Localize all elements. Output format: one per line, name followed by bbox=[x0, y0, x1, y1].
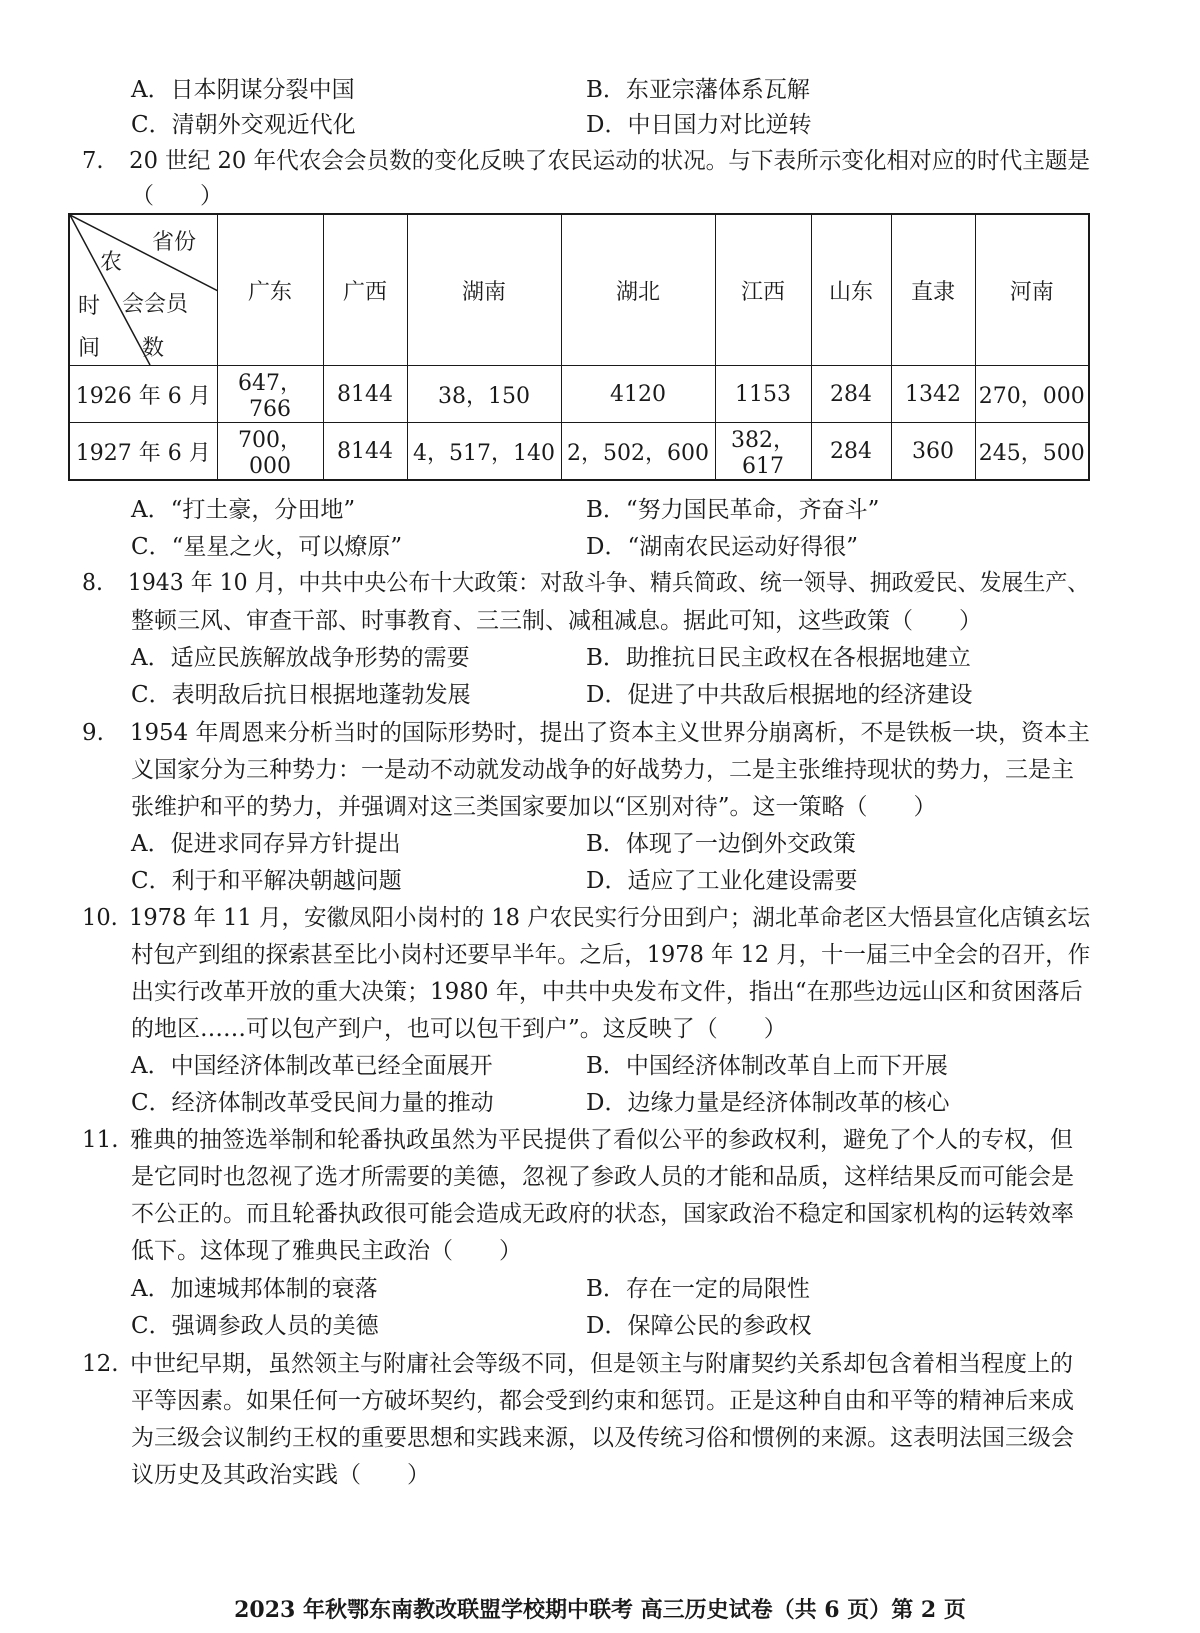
prev-option-a: A．日本阴谋分裂中国 bbox=[131, 77, 355, 103]
q12-number: 12. bbox=[82, 1351, 119, 1377]
q11-number: 11. bbox=[82, 1127, 119, 1153]
q9-stem-line-3: 张维护和平的势力，并强调对这三类国家要加以“区别对待”。这一策略（ ） bbox=[131, 794, 937, 820]
province-header: 直隶 bbox=[891, 214, 975, 366]
corner-label-jian: 间 bbox=[78, 336, 101, 361]
q11-option-c: C．强调参政人员的美德 bbox=[131, 1313, 379, 1339]
q8-number: 8. bbox=[82, 570, 103, 596]
q9-stem-line-2: 义国家分为三种势力：一是动不动就发动战争的好战势力，二是主张维持现状的势力，三是主 bbox=[131, 757, 1074, 783]
time-cell: 1927 年 6 月 bbox=[69, 423, 217, 481]
page-footer: 2023 年秋鄂东南教改联盟学校期中联考 高三历史试卷（共 6 页）第 2 页 bbox=[234, 1597, 966, 1623]
q10-stem-line-2: 村包产到组的探索甚至比小岗村还要早半年。之后，1978 年 12 月，十一届三中全会的召开，作 bbox=[131, 942, 1091, 968]
table-row bbox=[69, 366, 1089, 423]
province-header: 江西 bbox=[715, 214, 811, 366]
q7-option-b: B．“努力国民革命，齐奋斗” bbox=[586, 497, 880, 523]
value-cell: 1153 bbox=[715, 366, 811, 423]
q9-stem-line-1: 9. 1954 年周恩来分析当时的国际形势时，提出了资本主义世界分崩离析，不是铁板一块，资本主 bbox=[82, 720, 1090, 746]
value-cell: 2，502，600 bbox=[561, 423, 715, 481]
q10-option-d: D．边缘力量是经济体制改革的核心 bbox=[586, 1090, 950, 1116]
q12-stem-line-2: 平等因素。如果任何一方破坏契约，都会受到约束和惩罚。正是这种自由和平等的精神后来成 bbox=[131, 1388, 1074, 1414]
province-header: 湖北 bbox=[561, 214, 715, 366]
q8-stem-line-1: 8. 1943 年 10 月，中共中央公布十大政策：对敌斗争、精兵简政、统一领导、拥政爱民、发展生产、 bbox=[82, 570, 1090, 596]
q9-option-b: B．体现了一边倒外交政策 bbox=[586, 831, 856, 857]
q7-option-d: D．“湖南农民运动好得很” bbox=[586, 534, 858, 560]
q11-stem-line-3: 不公正的。而且轮番执政很可能会造成无政府的状态，国家政治不稳定和国家机构的运转效率 bbox=[131, 1201, 1074, 1227]
province-header: 广东 bbox=[217, 214, 323, 366]
prev-option-d: D．中日国力对比逆转 bbox=[586, 112, 812, 138]
q12-stem-line-3: 为三级会议制约王权的重要思想和实践来源，以及传统习俗和惯例的来源。这表明法国三级会 bbox=[131, 1425, 1074, 1451]
value-cell: 284 bbox=[811, 366, 891, 423]
q9-option-d: D．适应了工业化建设需要 bbox=[586, 868, 858, 894]
q11-option-a: A．加速城邦体制的衰落 bbox=[131, 1276, 378, 1302]
q10-stem-line-1: 10. 1978 年 11 月，安徽凤阳小岗村的 18 户农民实行分田到户；湖北革命老区大悟县宣化店镇玄坛 bbox=[82, 905, 1091, 931]
value-cell: 4120 bbox=[561, 366, 715, 423]
q11-option-d: D．保障公民的参政权 bbox=[586, 1313, 812, 1339]
value-cell: 4，517，140 bbox=[407, 423, 561, 481]
q8-option-b: B．助推抗日民主政权在各根据地建立 bbox=[586, 645, 971, 671]
corner-label-shi: 时 bbox=[78, 294, 101, 319]
table-row bbox=[69, 423, 1089, 481]
q11-option-b: B．存在一定的局限性 bbox=[586, 1276, 810, 1302]
value-cell: 1342 bbox=[891, 366, 975, 423]
q12-stem-line-1: 12. 中世纪早期，虽然领主与附庸社会等级不同，但是领主与附庸契约关系却包含着相当程度上的 bbox=[82, 1351, 1073, 1377]
q7-stem-line-2: （ ） bbox=[131, 183, 223, 209]
q10-option-b: B．中国经济体制改革自上而下开展 bbox=[586, 1053, 948, 1079]
q8-option-c: C．表明敌后抗日根据地蓬勃发展 bbox=[131, 682, 471, 708]
q7-table bbox=[68, 213, 1090, 481]
prev-option-c: C．清朝外交观近代化 bbox=[131, 112, 356, 138]
q8-option-a: A．适应民族解放战争形势的需要 bbox=[131, 645, 470, 671]
q11-stem-line-2: 是它同时也忽视了选才所需要的美德，忽视了参政人员的才能和品质，这样结果反而可能会是 bbox=[131, 1164, 1074, 1190]
table-corner-cell bbox=[69, 214, 217, 366]
value-cell: 245，500 bbox=[975, 423, 1089, 481]
table-header-row bbox=[69, 214, 1089, 366]
corner-label-members: 会会员 bbox=[122, 292, 189, 317]
value-cell: 38，150 bbox=[407, 366, 561, 423]
value-cell: 284 bbox=[811, 423, 891, 481]
q7-number: 7. bbox=[82, 148, 104, 174]
q8-stem-line-2: 整顿三风、审查干部、时事教育、三三制、减租减息。据此可知，这些政策（ ） bbox=[131, 608, 982, 634]
prev-option-b: B．东亚宗藩体系瓦解 bbox=[586, 77, 810, 103]
q10-number: 10. bbox=[82, 905, 118, 931]
value-cell: 647，766 bbox=[217, 366, 323, 423]
q8-option-d: D．促进了中共敌后根据地的经济建设 bbox=[586, 682, 973, 708]
q9-option-a: A．促进求同存异方针提出 bbox=[131, 831, 401, 857]
q7-stem-line-1: 7. 20 世纪 20 年代农会会员数的变化反映了农民运动的状况。与下表所示变化相对应的时代主题是 bbox=[82, 148, 1091, 174]
value-cell: 700，000 bbox=[217, 423, 323, 481]
corner-label-nong: 农 bbox=[100, 250, 123, 275]
q10-option-c: C．经济体制改革受民间力量的推动 bbox=[131, 1090, 494, 1116]
corner-label-province: 省份 bbox=[152, 230, 197, 255]
province-header: 河南 bbox=[975, 214, 1089, 366]
q12-stem-line-4: 议历史及其政治实践（ ） bbox=[131, 1462, 430, 1488]
province-header: 广西 bbox=[323, 214, 407, 366]
province-header: 湖南 bbox=[407, 214, 561, 366]
value-cell: 360 bbox=[891, 423, 975, 481]
time-cell: 1926 年 6 月 bbox=[69, 366, 217, 423]
q7-option-a: A．“打土豪，分田地” bbox=[131, 497, 356, 523]
q7-option-c: C．“星星之火，可以燎原” bbox=[131, 534, 403, 560]
value-cell: 382，617 bbox=[715, 423, 811, 481]
value-cell: 8144 bbox=[323, 423, 407, 481]
q10-option-a: A．中国经济体制改革已经全面展开 bbox=[131, 1053, 493, 1079]
q11-stem-line-1: 11. 雅典的抽签选举制和轮番执政虽然为平民提供了看似公平的参政权利，避免了个人的专权，但 bbox=[82, 1127, 1073, 1153]
q11-stem-line-4: 低下。这体现了雅典民主政治（ ） bbox=[131, 1238, 522, 1264]
value-cell: 270，000 bbox=[975, 366, 1089, 423]
q9-number: 9. bbox=[82, 720, 104, 746]
q10-stem-line-3: 出实行改革开放的重大决策；1980 年，中共中央发布文件，指出“在那些边远山区和贫困落后 bbox=[131, 979, 1083, 1005]
q9-option-c: C．利于和平解决朝越问题 bbox=[131, 868, 402, 894]
corner-label-shu: 数 bbox=[142, 336, 165, 361]
province-header: 山东 bbox=[811, 214, 891, 366]
value-cell: 8144 bbox=[323, 366, 407, 423]
q10-stem-line-4: 的地区……可以包产到户，也可以包干到户”。这反映了（ ） bbox=[131, 1016, 787, 1042]
